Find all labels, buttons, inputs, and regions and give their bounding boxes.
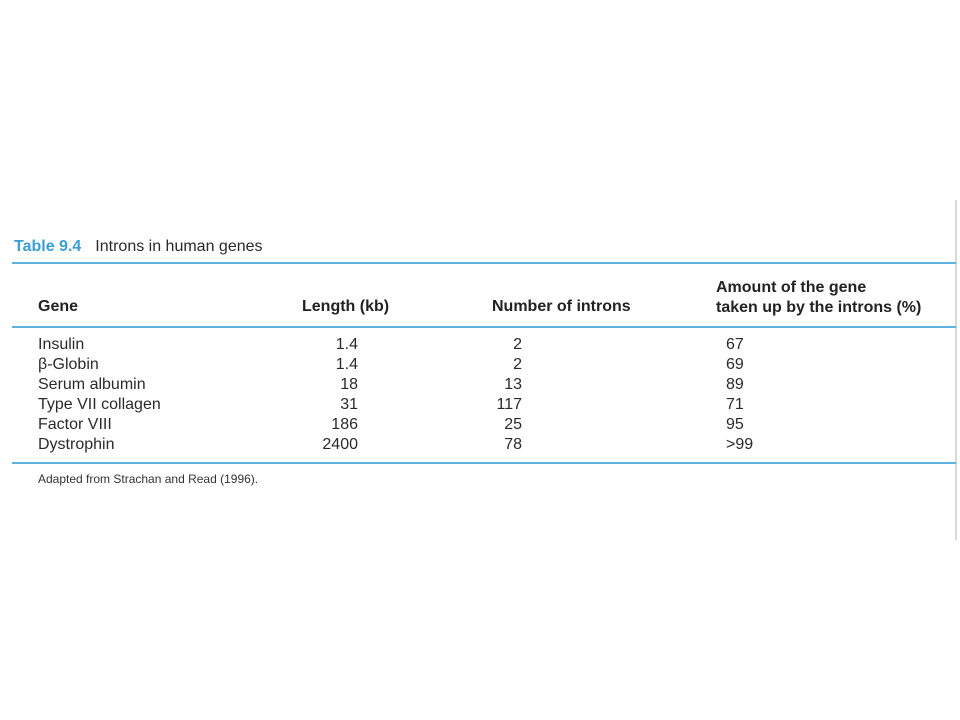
header-gene: Gene [38, 298, 79, 315]
table-number: Table 9.4 [14, 238, 82, 255]
cell-length: 18 [340, 376, 358, 393]
header-amount-line1: Amount of the gene [716, 279, 867, 296]
cell-gene: β-Globin [38, 356, 99, 373]
cell-length: 1.4 [335, 356, 358, 373]
cell-length: 186 [331, 416, 358, 433]
header-amount-line2: taken up by the introns (%) [716, 299, 922, 316]
cell-length: 1.4 [335, 336, 358, 353]
cell-introns: 2 [513, 356, 522, 373]
cell-gene: Insulin [38, 336, 85, 353]
cell-gene: Serum albumin [38, 376, 146, 393]
cell-amount: 89 [726, 376, 744, 393]
table-title: Introns in human genes [95, 238, 263, 255]
cell-introns: 78 [504, 436, 522, 453]
table-row [0, 336, 960, 356]
cell-gene: Type VII collagen [38, 396, 161, 413]
cell-length: 2400 [322, 436, 358, 453]
cell-introns: 117 [496, 396, 522, 413]
header-introns: Number of introns [492, 298, 631, 315]
cell-gene: Factor VIII [38, 416, 112, 433]
cell-introns: 25 [504, 416, 522, 433]
source-note: Adapted from Strachan and Read (1996). [38, 472, 259, 486]
table-row [0, 436, 960, 456]
table-row [0, 356, 960, 376]
table-body [0, 336, 960, 456]
table-row [0, 376, 960, 396]
cell-length: 31 [340, 396, 358, 413]
top-rule [12, 262, 956, 264]
header-amount [716, 278, 921, 318]
table-row [0, 396, 960, 416]
header-length: Length (kb) [302, 298, 390, 315]
cell-gene: Dystrophin [38, 436, 115, 453]
header-rule [12, 326, 956, 328]
cell-amount: >99 [726, 436, 754, 453]
bottom-rule [12, 462, 956, 464]
cell-amount: 67 [726, 336, 744, 353]
cell-introns: 2 [513, 336, 522, 353]
cell-amount: 95 [726, 416, 744, 433]
table-caption [14, 238, 263, 256]
table-row [0, 416, 960, 436]
cell-amount: 71 [726, 396, 744, 413]
cell-amount: 69 [726, 356, 744, 373]
cell-introns: 13 [504, 376, 522, 393]
